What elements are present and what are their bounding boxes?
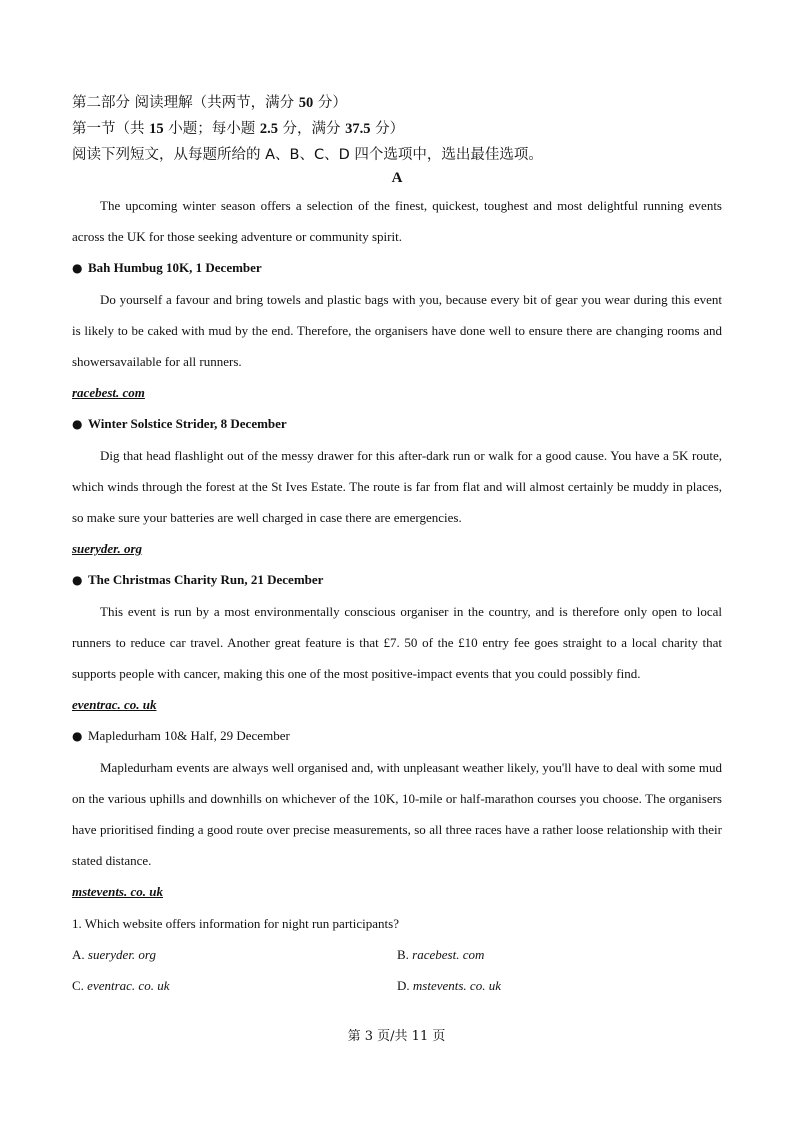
event-description: Dig that head flashlight out of the messy drawer for this after-dark run or walk for a good cause. You have a 5K route, which winds through the forest at the St Ives Estate. The route is far from flat and will almost certainly be muddy in places, so make sure your batteries are well charged in case there are emergencies. — [72, 447, 722, 525]
section-heading-text: 第一节（共 — [72, 121, 150, 137]
option-d[interactable] — [397, 970, 722, 1001]
event-website: racebest. com — [72, 385, 145, 401]
event-title — [72, 252, 722, 283]
option-text: sueryder. org — [87, 946, 157, 962]
section-heading-mid: 小题；每小题 — [163, 121, 260, 137]
passage-intro: The upcoming winter season offers a selection of the finest, quickest, toughest and most delightful running events across the UK for those seeking adventure or community spirit. — [72, 198, 722, 245]
option-a[interactable] — [72, 939, 397, 970]
section-heading-suffix: 分） — [370, 121, 405, 137]
option-letter: A. — [72, 946, 88, 962]
event-title — [72, 564, 722, 595]
bullet-icon: ● — [72, 729, 83, 744]
points-per-question: 2.5 — [259, 121, 278, 137]
option-letter: C. — [72, 977, 88, 993]
event-description: This event is run by a most environmentally conscious organiser in the country, and is therefore only open to local runners to reduce car travel. Another great feature is that £7. 50 of the £10 entry fee goes straight to a local charity that supports people with cancer, making this one of the most positive-impact events that you could possibly find. — [72, 603, 722, 681]
part-heading-score: 50 — [298, 95, 314, 111]
event-website: eventrac. co. uk — [72, 697, 157, 713]
event-title-text: The Christmas Charity Run, 21 December — [88, 572, 324, 588]
part-heading — [72, 90, 722, 116]
document-page — [72, 90, 722, 1001]
event-website: mstevents. co. uk — [72, 884, 163, 900]
bullet-icon: ● — [72, 573, 83, 588]
bullet-icon: ● — [72, 261, 83, 276]
bullet-icon: ● — [72, 417, 83, 432]
event-description: Mapledurham events are always well organised and, with unpleasant weather likely, you'll have to deal with some mud on the various uphills and downhills on whichever of the 10K, 10-mile or half-marathon courses you choose. The organisers have prioritised finding a good route over precise measurements, so all three races have a rather loose relationship with their stated distance. — [72, 759, 722, 869]
option-c[interactable] — [72, 970, 397, 1001]
option-text: racebest. com — [412, 946, 485, 962]
option-letter: B. — [397, 946, 413, 962]
options-row — [72, 970, 722, 1001]
question-stem: 1. Which website offers information for night run participants? — [72, 915, 399, 931]
part-heading-suffix: 分） — [313, 95, 347, 111]
option-letter: D. — [397, 977, 413, 993]
event-website: sueryder. org — [72, 541, 143, 557]
option-text: eventrac. co. uk — [87, 977, 170, 993]
part-heading-text: 第二部分 阅读理解（共两节，满分 — [72, 95, 299, 111]
passage-letter: A — [391, 170, 403, 186]
page-footer: 第 3 页/共 11 页 — [347, 1029, 446, 1044]
option-b[interactable] — [397, 939, 722, 970]
event-title-text: Bah Humbug 10K, 1 December — [88, 260, 262, 276]
option-text: mstevents. co. uk — [412, 977, 501, 993]
event-title-text: Winter Solstice Strider, 8 December — [88, 416, 287, 432]
question-count: 15 — [149, 121, 164, 137]
section-heading-mid2: 分，满分 — [277, 121, 346, 137]
total-points: 37.5 — [345, 121, 371, 137]
instructions: 阅读下列短文，从每题所给的 A、B、C、D 四个选项中，选出最佳选项。 — [72, 147, 543, 163]
event-title — [72, 408, 722, 439]
section-heading — [72, 116, 722, 142]
event-title — [72, 720, 722, 751]
event-description: Do yourself a favour and bring towels and plastic bags with you, because every bit of gear you wear during this event is likely to be caked with mud by the end. Therefore, the organisers have done well to ensure there are changing rooms and showersavailable for all runners. — [72, 291, 722, 369]
options-row — [72, 939, 722, 970]
event-title-text: Mapledurham 10& Half, 29 December — [88, 728, 290, 744]
